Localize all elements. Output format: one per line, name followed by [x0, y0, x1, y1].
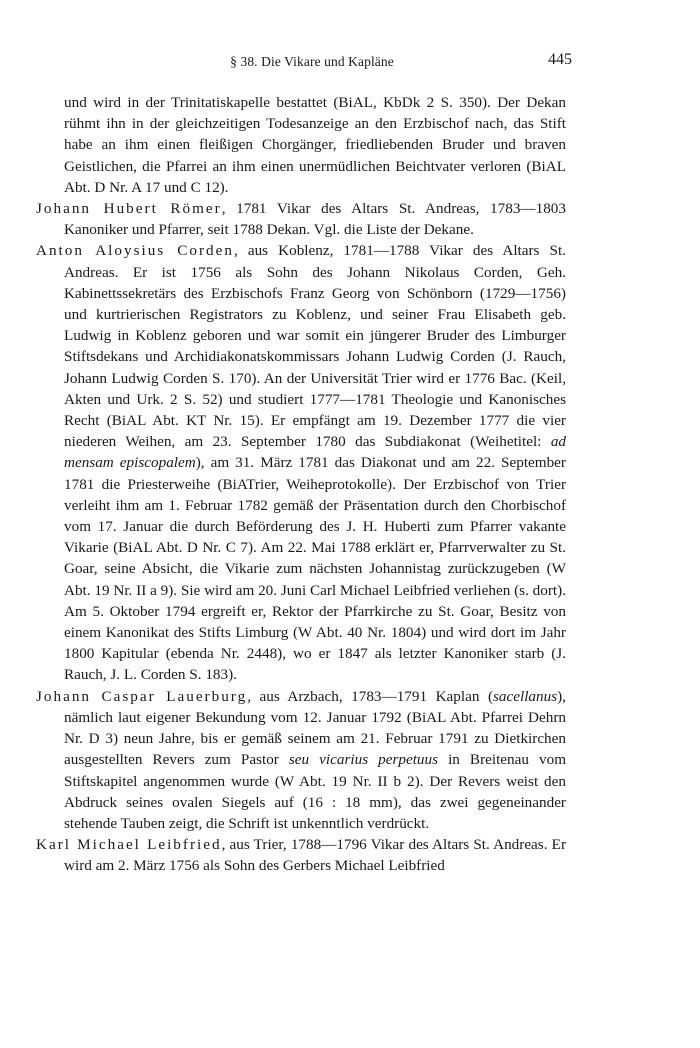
entry-name: Karl Michael Leibfried [36, 836, 222, 854]
running-title: § 38. Die Vikare und Kapläne [230, 54, 394, 69]
entry-name: Anton Aloysius Corden [36, 242, 234, 260]
entry-leibfried [36, 834, 566, 876]
entry-text: in Breitenau vom Stiftskapitel angenommen wurde (W Abt. 19 Nr. II b 2). Der Revers weist den Abdruck seines ovalen Siegels auf (16 : 18 mm), das zwei gegeneinander stehende Tauben zeigt, die Schrift ist unkenntlich verdrückt. [64, 751, 567, 832]
entry-corden [36, 240, 566, 685]
entry-text: und wird in der Trinitatiskapelle bestattet (BiAL, KbDk 2 S. 350). Der Dekan rühmt ihn in der gleichzeitigen Todesanzeige an den Erzbischof nach, das Stift habe an ihm einen fleißigen Chorgänger, friedliebenden Bruder und braven Geistlichen, die Pfarrei an ihm einen unermüdlichen Beichtvater verloren (BiAL Abt. D Nr. A 17 und C 12). [64, 94, 566, 196]
entry-text: , aus Arzbach, 1783—1791 Kaplan ( [247, 687, 493, 705]
page-number: 445 [548, 51, 572, 68]
entry-lauerburg [36, 686, 566, 834]
entry-italic: seu vicarius perpetuus [288, 751, 439, 769]
entry-text: , aus Koblenz, 1781—1788 Vikar des Altars St. Andreas. Er ist 1756 als Sohn des Johann Nikolaus Corden, Geh. Kabinettssekretärs des Erzbischofs Franz Georg von Schönborn (1729—1756) und kurtrierischen Registrators zu Koblenz, und seiner Frau Elisabeth geb. Ludwig in Koblenz geboren und war somit ein jüngerer Bruder des Limburger Stiftsdekans und Archidiakonatskommissars Johann Ludwig Corden (J. Rauch, Johann Ludwig Corden S. 170). An der Universität Trier wird er 1776 Bac. (Keil, Akten und Urk. 2 S. 52) und studiert 1777—1781 Theologie und Kanonisches Recht (BiAL Abt. KT Nr. 15). Er empfängt am 19. Dezember 1777 die vier niederen Weihen, am 23. September 1780 das Subdiakonat (Weihetitel: [64, 242, 566, 451]
entry-name: Johann Caspar Lauerburg [36, 687, 248, 705]
entry-text: , 1781 Vikar des Altars St. Andreas, 1783—1803 Kanoniker und Pfarrer, seit 1788 Dekan. Vgl. die Liste der Dekane. [64, 200, 566, 239]
entry-text: ), am 31. März 1781 das Diakonat und am 22. September 1781 die Priesterweihe (BiATrier, Weiheprotokolle). Der Erzbischof von Trier verleiht ihm am 1. Februar 1782 gemäß der Präsentation durch den Chorbischof vom 17. Januar die durch Beförderung des J. H. Huberti zum Pfarrer vakante Vikarie (BiAL Abt. D Nr. C 7). Am 22. Mai 1788 erklärt er, Pfarrverwalter zu St. Goar, seine Absicht, die Vikarie zum nächsten Johannistag zurückzugeben (W Abt. 19 Nr. II a 9). Sie wird am 20. Juni Carl Michael Leibfried verliehen (s. dort). Am 5. Oktober 1794 ergreift er, Rektor der Pfarrkirche zu St. Goar, Besitz von einem Kanonikat des Stifts Limburg (W Abt. 40 Nr. 1804) und wird dort im Jahr 1800 Kapitular (ebenda Nr. 2448), wo er 1847 als letzter Kanoniker starb (J. Rauch, J. L. Corden S. 183). [64, 454, 566, 684]
entry-name: Johann Hubert Römer [36, 200, 222, 218]
page-body [36, 92, 566, 877]
entry-text: ), nämlich laut eigener Bekundung vom 12. Januar 1792 (BiAL Abt. Pfarrei Dehrn Nr. D 3) neun Jahre, bis er gemäß seinem am 21. Februar 1791 zu Dietkirchen ausgestellten Revers zum Pastor [64, 687, 566, 769]
entry-italic: ad mensam episcopalem [64, 433, 566, 472]
entry-text: , aus Trier, 1788—1796 Vikar des Altars St. Andreas. Er wird am 2. März 1756 als Sohn des Gerbers Michael Leibfried [64, 836, 566, 875]
entry-continuation [36, 92, 566, 198]
page-header [52, 51, 572, 76]
entry-italic: sacellanus [493, 687, 558, 705]
entry-roemer [36, 198, 566, 240]
